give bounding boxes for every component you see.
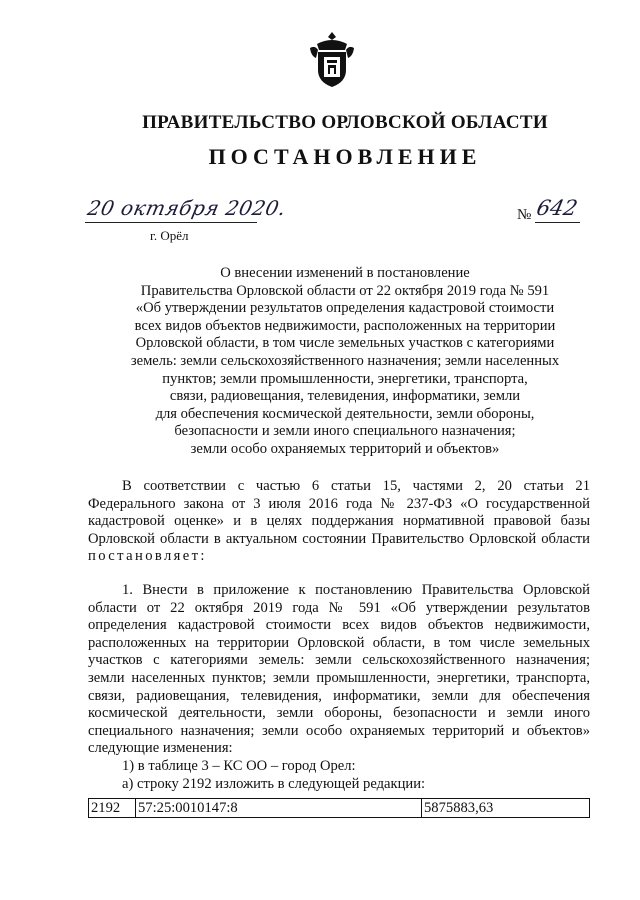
resolves-text: постановляет: (88, 548, 207, 565)
item1-line: специального назначения; земли особо охраняемых территорий и объектов» (88, 722, 590, 739)
heading-line: для обеспечения космической деятельности, земли обороны, (155, 405, 535, 422)
item1-line: расположенных на территории Орловской области, в том числе земельных (88, 634, 590, 651)
document-heading (100, 265, 590, 459)
heading-line: пунктов; земли промышленности, энергетики, транспорта, (162, 370, 528, 387)
cadastral-table (88, 798, 590, 818)
document-type-title: ПОСТАНОВЛЕНИЕ (208, 144, 482, 169)
heading-line: Правительства Орловской области от 22 октября 2019 года № 591 (140, 282, 550, 299)
coat-of-arms-emblem-icon (307, 30, 357, 90)
handwritten-number: 642 (534, 196, 580, 220)
table-row (89, 799, 590, 818)
item1-line: области от 22 октября 2019 года № 591 «Об утверждении результатов (88, 599, 590, 616)
subitem-a: а) строку 2192 изложить в следующей редакции: (122, 775, 426, 792)
item1-line: 1. Внести в приложение к постановлению Правительства Орловской (122, 581, 590, 598)
cadastral-number-cell: 57:25:0010147:8 (136, 799, 422, 818)
subitem-1: 1) в таблице 3 – КС ОО – город Орел: (122, 757, 356, 774)
document-body (88, 478, 590, 793)
row-number-cell: 2192 (89, 799, 136, 818)
cadastral-value-cell: 5875883,63 (422, 799, 590, 818)
number-underline (535, 222, 580, 223)
heading-line: О внесении изменений в постановление (220, 265, 470, 281)
preamble-line: В соответствии с частью 6 статьи 15, частями 2, 20 статьи 21 (122, 478, 590, 494)
number-sign: № (517, 207, 532, 223)
preamble-line: Федерального закона от 3 июля 2016 года № 237-ФЗ «О государственной (88, 495, 590, 512)
heading-line: земель: земли сельскохозяйственного назначения; земли населенных (130, 352, 560, 369)
item1-line: определения кадастровой стоимости всех видов объектов недвижимости, (88, 617, 590, 634)
date-underline (85, 222, 257, 223)
handwritten-date: 20 октября 2020. (85, 196, 289, 220)
heading-line: всех видов объектов недвижимости, расположенных на территории (134, 317, 556, 334)
item1-line: связи, радиовещания, телевидения, информатики, земли для обеспечения (88, 687, 590, 704)
item1-line: участков с категориями земель: земли сельскохозяйственного назначения; (88, 652, 590, 669)
heading-line: Орловской области, в том числе земельных участков с категориями (135, 335, 555, 352)
heading-line: «Об утверждении результатов определения кадастровой стоимости (135, 300, 555, 317)
government-title: ПРАВИТЕЛЬСТВО ОРЛОВСКОЙ ОБЛАСТИ (142, 112, 548, 133)
heading-line: безопасности и земли иного специального назначения; (174, 423, 516, 440)
preamble-line: Орловской области в актуальном состоянии Правительство Орловской области (88, 530, 590, 547)
item1-last-line: следующие изменения: (88, 740, 233, 757)
city-label: г. Орёл (150, 228, 189, 243)
item1-line: космической деятельности, земли обороны, безопасности и земли иного (88, 705, 590, 722)
heading-line: связи, радиовещания, телевидения, информатики, земли (169, 388, 521, 405)
preamble-line: кадастровой оценке» и в целях поддержания нормативной правовой базы (88, 513, 590, 530)
heading-line: земли особо охраняемых территорий и объектов» (190, 440, 500, 457)
item1-line: земли населенных пунктов; земли промышленности, энергетики, транспорта, (88, 669, 590, 686)
